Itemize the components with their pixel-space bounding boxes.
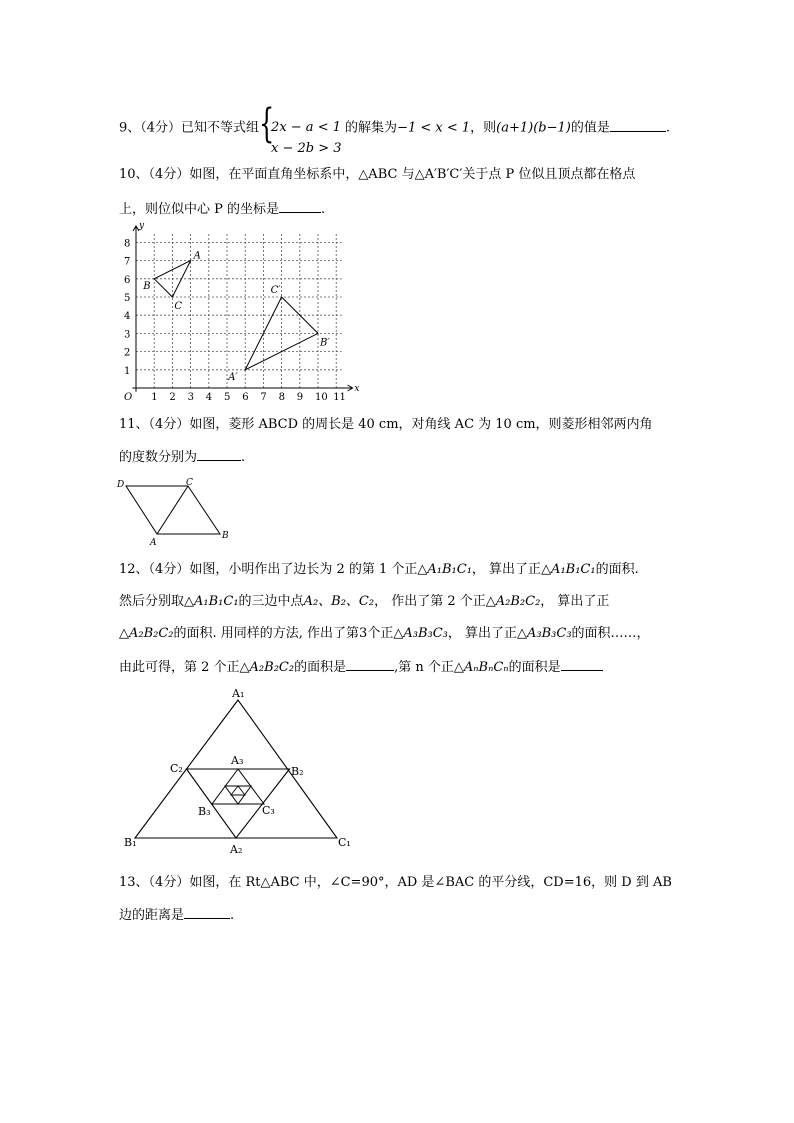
label-b: B: [222, 531, 229, 541]
q9-range: −1 < x < 1: [397, 120, 471, 136]
q12-text: 12、（4分）如图，小明作出了边长为 2 的第 1 个正: [119, 562, 418, 577]
q9-mid2: ，则: [470, 120, 497, 136]
triangle-2: △A₂B₂C₂: [119, 626, 174, 641]
q11-text: 的度数分别为: [119, 450, 198, 465]
q12-text: 的面积.: [595, 562, 639, 577]
q10-end: .: [321, 202, 326, 217]
q11-end: .: [241, 450, 246, 465]
question-10-line1: 10、（4分）如图，在平面直角坐标系中，△ABC 与△A′B′C′关于点 P 位似且顶点都在格点: [119, 167, 636, 182]
triangle-1: △A₁B₁C₁: [417, 562, 472, 577]
vertex-label-b: B′: [320, 337, 330, 349]
question-13-line1: 13、（4分）如图，在 Rt△ABC 中，∠C=90°，AD 是∠BAC 的平分线，CD=16，则 D 到 AB: [119, 875, 672, 890]
q9-prefix: 9、（4分）已知不等式组: [119, 120, 260, 136]
q12-text: ， 作出了第 2 个正: [374, 594, 486, 609]
q12-text: 然后分别取: [119, 594, 185, 609]
question-11-line2: [119, 447, 245, 467]
x-tick-label: 8: [278, 392, 285, 403]
x-axis-label: x: [354, 384, 360, 394]
y-tick-label: 1: [124, 365, 131, 377]
label-b2: B₂: [291, 765, 304, 778]
y-tick-label: 7: [124, 256, 131, 268]
label-d: D: [117, 480, 125, 490]
q12-text: ,第 n 个正: [394, 660, 454, 675]
q12-text: 由此可得，第 2 个正: [119, 660, 240, 675]
question-12-line1: [119, 561, 639, 579]
y-tick-label: 4: [124, 311, 131, 323]
grid-lines: [136, 233, 342, 388]
x-tick-label: 10: [315, 392, 328, 403]
y-tick-label: 2: [124, 347, 131, 359]
vertex-label-a: A: [193, 250, 201, 262]
x-tick-label: 9: [296, 392, 304, 403]
origin-label: O: [124, 392, 133, 403]
q13-end: .: [230, 908, 235, 923]
inequality-2: x − 2b > 3: [271, 141, 342, 156]
q9-end: .: [665, 120, 671, 136]
x-tick-label: 4: [205, 392, 213, 403]
triangles: [142, 251, 330, 383]
triangle-2: △A₂B₂C₂: [485, 594, 541, 609]
question-10-line2: [119, 199, 325, 219]
x-tick-label: 6: [242, 392, 249, 403]
label-b1: B₁: [124, 836, 137, 849]
q9-mid: 的解集为: [345, 120, 398, 136]
q10-text: 上，则位似中心 P 的坐标是: [119, 202, 280, 217]
triangle-2: △A₂B₂C₂: [239, 660, 295, 675]
inequality-system: [259, 101, 345, 156]
axes: [124, 221, 359, 403]
question-12-line4: [119, 657, 603, 677]
x-tick-label: 5: [224, 392, 231, 403]
inequality-1: 2x − a < 1: [271, 120, 341, 135]
question-11-line1: 11、（4分）如图，菱形 ABCD 的周长是 40 cm，对角线 AC 为 10 cm，则菱形相邻两内角: [119, 417, 653, 432]
q12-text: ， 算出了正: [540, 594, 610, 609]
q12-text: 的三边中点: [238, 594, 304, 609]
y-tick-label: 5: [124, 293, 131, 304]
q12-text: 的面积是: [508, 660, 561, 675]
x-tick-label: 1: [151, 392, 158, 403]
q12-text: ， 算出了正: [471, 562, 542, 577]
q13-text: 边的距离是: [119, 908, 185, 923]
vertex-label-a: A′: [228, 371, 238, 383]
y-axis-label: y: [139, 220, 145, 231]
midpoints: A₂、B₂、C₂: [303, 594, 375, 609]
x-tick-label: 3: [187, 392, 194, 403]
label-a2: A₂: [230, 843, 243, 856]
coordinate-grid-figure: [118, 220, 360, 404]
triangle-n: △AₙBₙCₙ: [453, 660, 509, 675]
label-c: C: [186, 478, 193, 488]
x-tick-label: 2: [169, 392, 176, 403]
q9-expression: (a+1)(b−1): [496, 120, 571, 136]
y-tick-label: 8: [124, 238, 131, 250]
label-a: A: [150, 538, 157, 548]
q9-suffix: 的值是: [570, 120, 610, 136]
triangle-3: △A₃B₃C₃: [517, 626, 572, 641]
vertex-label-c: C′: [270, 285, 281, 296]
label-a3: A₃: [231, 754, 244, 767]
label-c3: C₃: [262, 804, 275, 817]
brace-icon: {: [259, 101, 275, 147]
x-tick-label: 7: [260, 392, 267, 403]
triangle-3: △A₃B₃C₃: [393, 626, 448, 641]
label-b3: B₃: [198, 805, 211, 818]
x-tick-label: 11: [333, 392, 346, 403]
question-12-line2: [119, 593, 609, 611]
label-c2: C₂: [170, 762, 183, 775]
q12-text: 的面积是: [294, 660, 347, 675]
answer-blank: [197, 447, 241, 461]
y-tick-label: 3: [124, 329, 131, 341]
question-13-line2: [119, 905, 234, 925]
rhombus-figure: [114, 476, 238, 548]
y-tick-label: 6: [124, 274, 131, 286]
q12-text: 的面积. 用同样的方法, 作出了第3个正: [173, 626, 394, 641]
answer-blank: [561, 657, 603, 671]
triangle-1: △A₁B₁C₁: [184, 594, 239, 609]
label-c1: C₁: [338, 836, 351, 849]
answer-blank: [610, 118, 666, 132]
nested-triangles-figure: [118, 684, 362, 858]
q12-text: 的面积……，: [571, 626, 650, 641]
vertex-label-c: C: [174, 301, 183, 312]
question-9: [119, 101, 671, 156]
question-12-line3: [119, 625, 650, 643]
answer-blank: [184, 905, 230, 919]
vertex-label-b: B: [143, 280, 151, 292]
answer-blank: [346, 657, 394, 671]
triangle-1: △A₁B₁C₁: [541, 562, 596, 577]
answer-blank: [279, 199, 321, 213]
label-a1: A₁: [232, 687, 245, 700]
q12-text: ， 算出了正: [447, 626, 518, 641]
